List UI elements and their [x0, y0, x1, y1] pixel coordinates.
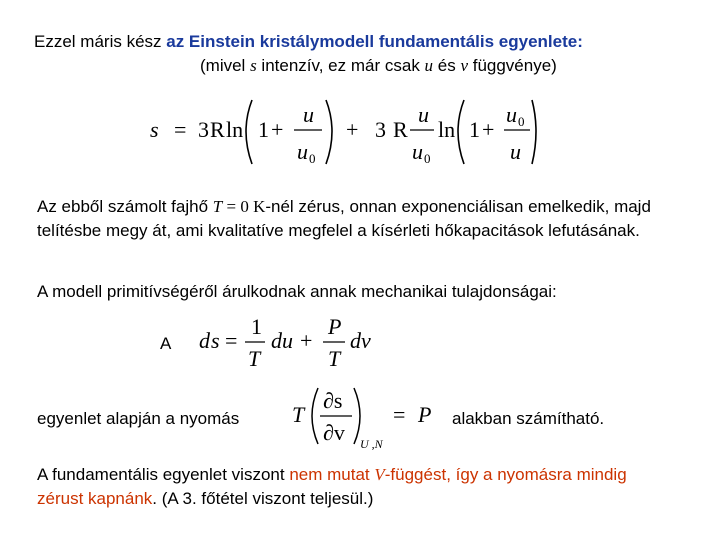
para3-text: A fundamentális egyenlet viszont [37, 465, 290, 484]
eq1-ufrac-den: u [412, 139, 423, 164]
eq1-ufrac-num: u [418, 102, 429, 127]
eq2-du: du [271, 328, 293, 353]
title-highlight: az Einstein kristálymodell fundamentális egyenlete: [166, 32, 583, 51]
eq3-equals: = [393, 402, 406, 427]
eq3-after: alakban számítható. [452, 409, 605, 428]
eq3-P: P [418, 402, 432, 427]
eq1-plus2: + [482, 117, 495, 142]
var-V: V [374, 465, 385, 484]
title-line-2 [200, 54, 557, 78]
paragraph-mechanical: A modell primitívségéről árulkodnak annak mechanikai tulajdonságai: [37, 282, 557, 301]
eq2-den2: T [328, 346, 341, 371]
para1-text: -nél zérus, onnan exponenciálisan emelkedik, majd telítésbe megy át, ami kvalitatíve megfelel a kísérleti hőkapacitások lefutásának. [37, 197, 651, 240]
paragraph-heat-capacity [37, 195, 677, 243]
eq2-d: d [199, 328, 210, 353]
title-line2-text: (mivel [200, 56, 251, 75]
eq1-R2: R [393, 117, 408, 142]
eq3-T: T [292, 402, 305, 427]
eq2-num2: P [328, 314, 342, 339]
eq1-num2-sub: 0 [518, 114, 525, 129]
eq2-dv: dv [350, 328, 371, 353]
eq1-R1: R [210, 117, 225, 142]
paren-right-2 [532, 100, 536, 164]
paren-right-1 [326, 100, 332, 164]
para1-value: = 0 K [222, 197, 266, 216]
eq1-one1: 1 [258, 117, 269, 142]
eq1-ln2: ln [438, 117, 456, 142]
eq1-ufrac-den-sub: 0 [424, 151, 431, 166]
para3-emphasis: nem mutat [289, 465, 375, 484]
eq1-plus1: + [271, 117, 284, 142]
eq2-den1: T [248, 346, 261, 371]
eq3-num: ∂s [323, 388, 343, 413]
eq1-den2: u [510, 139, 521, 164]
eq2-num1: 1 [251, 314, 262, 339]
eq1-s: s [150, 117, 159, 142]
title-line2-text: intenzív, ez már csak [256, 56, 425, 75]
pressure-equation [290, 382, 440, 452]
eq2-s: s [211, 328, 220, 353]
eq2-equals: = [225, 328, 238, 353]
differential-equation [185, 312, 385, 372]
var-u: u [424, 56, 434, 75]
eq1-coef1: 3 [198, 117, 209, 142]
eq1-den1: u [297, 139, 308, 164]
eq2-prefix: A [160, 334, 172, 353]
eq3-before: egyenlet alapján a nyomás [37, 409, 240, 428]
title-plain: Ezzel máris kész [34, 32, 167, 51]
paragraph-conclusion [37, 463, 677, 511]
eq1-den1-sub: 0 [309, 151, 316, 166]
eq1-num1: u [303, 102, 314, 127]
para3-text: . (A 3. főtétel viszont teljesül.) [152, 489, 374, 508]
paren-left [312, 388, 318, 444]
eq1-num2: u [506, 102, 517, 127]
eq1-ln1: ln [226, 117, 244, 142]
eq1-plus-mid: + [346, 117, 359, 142]
paren-left-1 [246, 100, 252, 164]
var-T: T [212, 197, 223, 216]
var-v: v [460, 56, 468, 75]
title-line2-text: függvénye) [468, 56, 557, 75]
eq1-coef2: 3 [375, 117, 386, 142]
title-line2-text: és [433, 56, 461, 75]
para3-emphasis: -függést, így a nyomásra mindig zérust kapnánk [37, 465, 627, 508]
eq1-one2: 1 [469, 117, 480, 142]
para1-text: Az ebből számolt fajhő [37, 197, 213, 216]
fundamental-equation [140, 92, 540, 170]
eq3-den: ∂v [323, 420, 345, 445]
eq1-equals: = [174, 117, 187, 142]
eq3-subscript: U ,N [360, 437, 383, 451]
paren-left-2 [458, 100, 464, 164]
var-s: s [250, 56, 257, 75]
eq2-plus: + [300, 328, 313, 353]
paren-right [354, 388, 360, 444]
title-line-1 [34, 30, 583, 54]
